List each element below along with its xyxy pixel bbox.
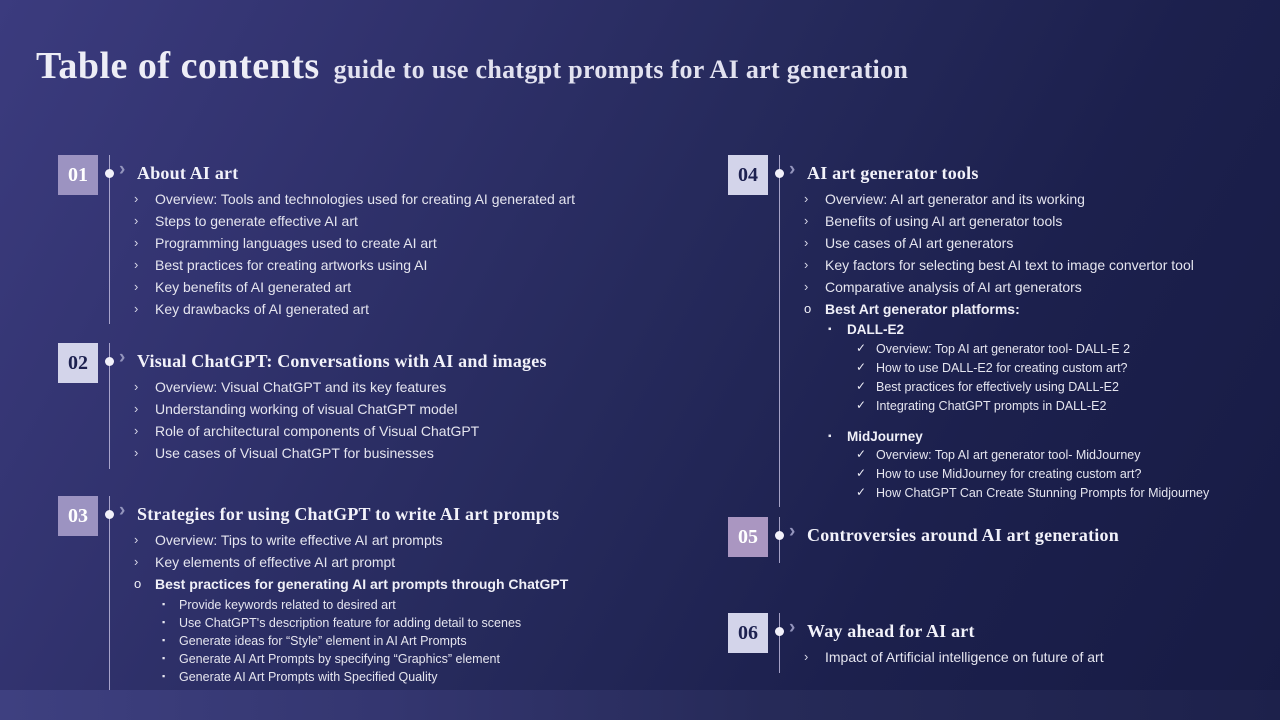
check-bullet-icon: ✓ [856, 485, 867, 500]
toc-list-item [110, 299, 668, 321]
chevron-right-icon: › [119, 500, 126, 521]
toc-list-item [780, 359, 1276, 378]
toc-list-item [110, 255, 668, 277]
chevron-bullet-icon: › [804, 212, 809, 228]
section-heading: Strategies for using ChatGPT to write AI art prompts [137, 504, 560, 524]
chevron-bullet-icon: › [134, 379, 139, 394]
toc-item-label: Best practices for creating artworks using AI [155, 256, 428, 273]
bullet-dot-icon [775, 627, 784, 636]
section-heading-row [110, 343, 668, 377]
toc-item-label: Generate ideas for “Style” element in AI Art Prompts [179, 633, 467, 648]
toc-item-label: Steps to generate effective AI art [155, 212, 358, 229]
bullet-dot-icon [775, 169, 784, 178]
square-bullet-icon: ▪ [162, 598, 166, 609]
circle-bullet-icon: o [134, 575, 142, 591]
toc-item-label: Best practices for generating AI art prompts through ChatGPT [155, 575, 569, 592]
bullet-dot-icon [105, 510, 114, 519]
toc-section-03 [58, 496, 688, 690]
section-heading-row [780, 613, 1276, 647]
chevron-bullet-icon: › [134, 400, 139, 416]
toc-list-item [780, 320, 1276, 339]
toc-item-label: Key benefits of AI generated art [155, 278, 352, 295]
chevron-right-icon: › [119, 347, 126, 368]
chevron-bullet-icon: › [134, 212, 139, 228]
bullet-dot-icon [105, 169, 114, 178]
chevron-bullet-icon: › [134, 234, 139, 250]
toc-list-item [110, 614, 688, 632]
toc-item-label: MidJourney [847, 428, 923, 444]
section-number-badge: 04 [728, 155, 768, 195]
toc-item-label: Role of architectural components of Visual ChatGPT [155, 422, 480, 439]
chevron-bullet-icon: › [134, 444, 139, 460]
toc-item-label: Best Art generator platforms: [825, 300, 1020, 317]
toc-list-item [110, 399, 668, 421]
toc-item-label: How to use DALL-E2 for creating custom art? [876, 361, 1128, 376]
section-heading: AI art generator tools [807, 163, 979, 183]
toc-list-item [780, 378, 1276, 397]
toc-list-item [110, 277, 668, 299]
page-subtitle: guide to use chatgpt prompts for AI art generation [333, 55, 909, 84]
toc-list-item [780, 397, 1276, 416]
toc-item-label: Impact of Artificial intelligence on future of art [825, 649, 1104, 665]
chevron-right-icon: › [789, 159, 796, 180]
section-heading: Way ahead for AI art [807, 621, 975, 641]
toc-item-label: How to use MidJourney for creating custom art? [876, 467, 1142, 482]
section-heading: Controversies around AI art generation [807, 525, 1119, 545]
toc-item-label: Generate AI Art Prompts by specifying “Graphics” element [179, 651, 500, 666]
bullet-dot-icon [775, 531, 784, 540]
check-bullet-icon: ✓ [856, 341, 867, 356]
section-number-badge: 03 [58, 496, 98, 536]
toc-list-item [780, 340, 1276, 359]
toc-list-item [110, 233, 668, 255]
section-number-badge: 02 [58, 343, 98, 383]
section-body [779, 517, 1276, 563]
toc-item-label: Understanding working of visual ChatGPT model [155, 400, 458, 417]
toc-list-item [110, 443, 668, 465]
chevron-bullet-icon: › [134, 422, 139, 438]
section-heading-row [110, 155, 668, 189]
square-bullet-icon: ▪ [828, 430, 832, 442]
toc-list-item [780, 233, 1276, 255]
toc-list-item [780, 211, 1276, 233]
chevron-bullet-icon: › [804, 234, 809, 250]
toc-item-label: How ChatGPT Can Create Stunning Prompts for Midjourney [876, 486, 1210, 501]
check-bullet-icon: ✓ [856, 466, 867, 481]
toc-section-04 [728, 155, 1276, 507]
section-body [109, 155, 668, 324]
section-heading: Visual ChatGPT: Conversations with AI and images [137, 351, 547, 371]
chevron-bullet-icon: › [134, 278, 139, 294]
chevron-bullet-icon: › [804, 256, 809, 272]
section-body [109, 496, 688, 690]
toc-item-label: Overview: Visual ChatGPT and its key features [155, 379, 447, 395]
toc-section-06 [728, 613, 1276, 673]
footer-bar [0, 690, 1280, 720]
toc-item-label: Best practices for effectively using DALL-E2 [876, 380, 1119, 395]
toc-item-label: Overview: Top AI art generator tool- DALL-E 2 [876, 342, 1131, 357]
toc-list-item [780, 465, 1276, 484]
toc-item-label: Use cases of Visual ChatGPT for businesses [155, 444, 434, 461]
toc-list-item [110, 189, 668, 211]
page-title: Table of contents [36, 45, 320, 87]
toc-list-item [780, 446, 1276, 465]
check-bullet-icon: ✓ [856, 379, 867, 394]
toc-section-01 [58, 155, 668, 324]
toc-item-label: Programming languages used to create AI art [155, 234, 437, 251]
toc-item-label: Overview: Top AI art generator tool- MidJourney [876, 448, 1141, 463]
toc-item-label: Overview: Tools and technologies used for creating AI generated art [155, 191, 575, 207]
toc-section-02 [58, 343, 668, 469]
chevron-bullet-icon: › [134, 191, 139, 206]
section-body [109, 343, 668, 469]
toc-list-item [110, 377, 668, 399]
toc-item-label: Overview: AI art generator and its working [825, 191, 1085, 207]
toc-list-item [780, 299, 1276, 321]
section-number-badge: 05 [728, 517, 768, 557]
square-bullet-icon: ▪ [162, 670, 166, 681]
toc-list-item [110, 211, 668, 233]
section-body [779, 155, 1276, 507]
chevron-bullet-icon: › [134, 256, 139, 272]
toc-item-label: Comparative analysis of AI art generators [825, 278, 1082, 295]
toc-item-label: DALL-E2 [847, 322, 904, 338]
toc-list-item [110, 421, 668, 443]
square-bullet-icon: ▪ [162, 616, 166, 627]
chevron-right-icon: › [119, 159, 126, 180]
section-heading: About AI art [137, 163, 239, 183]
square-bullet-icon: ▪ [162, 652, 166, 663]
toc-item-label: Generate AI Art Prompts with Specified Quality [179, 669, 438, 684]
square-bullet-icon: ▪ [162, 634, 166, 645]
chevron-bullet-icon: › [134, 532, 139, 547]
toc-section-05 [728, 517, 1276, 563]
toc-item-label: Use cases of AI art generators [825, 234, 1014, 251]
toc-item-label: Key elements of effective AI art prompt [155, 553, 396, 570]
toc-list-item [780, 189, 1276, 211]
toc-item-label: Benefits of using AI art generator tools [825, 212, 1063, 229]
chevron-bullet-icon: › [804, 191, 809, 206]
bullet-dot-icon [105, 357, 114, 366]
toc-item-label: Integrating ChatGPT prompts in DALL-E2 [876, 399, 1107, 414]
check-bullet-icon: ✓ [856, 398, 867, 413]
chevron-right-icon: › [789, 617, 796, 638]
section-heading-row [780, 155, 1276, 189]
toc-list-item [780, 647, 1276, 669]
toc-list-item [110, 596, 688, 614]
toc-item-label: Key drawbacks of AI generated art [155, 300, 370, 317]
square-bullet-icon: ▪ [828, 324, 832, 336]
circle-bullet-icon: o [804, 300, 812, 316]
toc-list-item [110, 574, 688, 596]
chevron-bullet-icon: › [134, 553, 139, 569]
toc-list-item [780, 255, 1276, 277]
check-bullet-icon: ✓ [856, 447, 867, 462]
toc-list-item [780, 427, 1276, 446]
chevron-bullet-icon: › [134, 300, 139, 316]
toc-list-item [780, 277, 1276, 299]
section-body [779, 613, 1276, 673]
toc-list-item [110, 530, 688, 552]
toc-list-item [110, 552, 688, 574]
toc-item-label: Overview: Tips to write effective AI art prompts [155, 532, 443, 548]
toc-list-item [110, 650, 688, 668]
section-heading-row [780, 517, 1276, 551]
check-bullet-icon: ✓ [856, 360, 867, 375]
chevron-bullet-icon: › [804, 278, 809, 294]
toc-item-label: Provide keywords related to desired art [179, 597, 396, 612]
toc-list-item [780, 484, 1276, 503]
chevron-right-icon: › [789, 521, 796, 542]
toc-list-item [110, 632, 688, 650]
chevron-bullet-icon: › [804, 649, 809, 664]
title-row [36, 44, 908, 88]
section-number-badge: 01 [58, 155, 98, 195]
section-number-badge: 06 [728, 613, 768, 653]
toc-item-label: Use ChatGPT's description feature for adding detail to scenes [179, 615, 522, 630]
section-heading-row [110, 496, 688, 530]
toc-list-item [110, 668, 688, 686]
toc-item-label: Key factors for selecting best AI text to image convertor tool [825, 256, 1194, 273]
